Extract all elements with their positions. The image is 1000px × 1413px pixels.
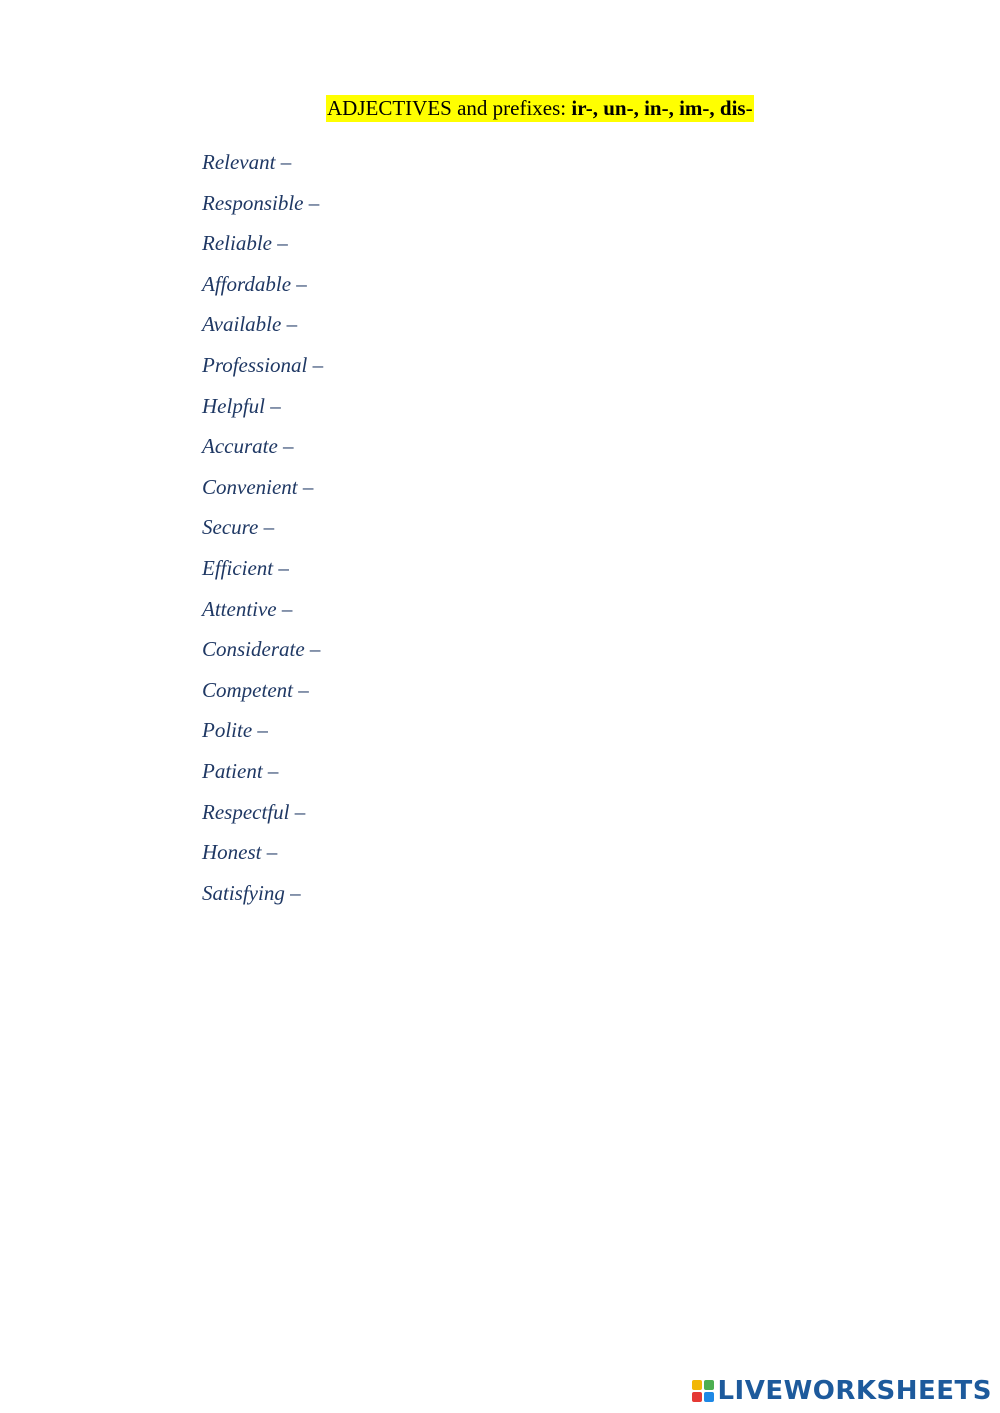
list-item: Secure –	[202, 515, 275, 540]
list-item: Responsible –	[202, 190, 320, 215]
logo-square-1	[692, 1380, 702, 1390]
worksheet-title	[326, 95, 754, 122]
list-item: Accurate –	[202, 434, 294, 459]
logo-square-2	[704, 1380, 714, 1390]
list-item: Relevant –	[202, 150, 292, 174]
list-item: Convenient –	[202, 474, 314, 499]
list-item: Reliable –	[202, 231, 288, 256]
list-item: Satisfying –	[202, 880, 301, 905]
liveworksheets-logo	[692, 1377, 992, 1405]
list-item: Honest –	[202, 840, 278, 865]
list-item: Affordable –	[202, 271, 307, 296]
list-item: Available –	[202, 312, 298, 337]
logo-icon	[692, 1380, 714, 1402]
logo-text: LIVEWORKSHEETS	[717, 1376, 992, 1406]
title-prefixes: ir-, un-, in-, im-, dis	[571, 96, 746, 120]
list-item: Patient –	[202, 758, 279, 783]
adjective-list	[202, 148, 323, 919]
list-item: Polite –	[202, 718, 268, 743]
list-item: Attentive –	[202, 596, 293, 621]
list-item: Helpful –	[202, 393, 281, 418]
list-item: Professional –	[202, 352, 324, 377]
logo-square-4	[704, 1392, 714, 1402]
list-item: Efficient –	[202, 555, 289, 580]
logo-square-3	[692, 1392, 702, 1402]
list-item: Respectful –	[202, 799, 306, 824]
list-item: Competent –	[202, 677, 309, 702]
title-trailing: -	[745, 96, 753, 120]
list-item: Considerate –	[202, 637, 321, 662]
title-regular: ADJECTIVES and prefixes:	[327, 96, 572, 120]
